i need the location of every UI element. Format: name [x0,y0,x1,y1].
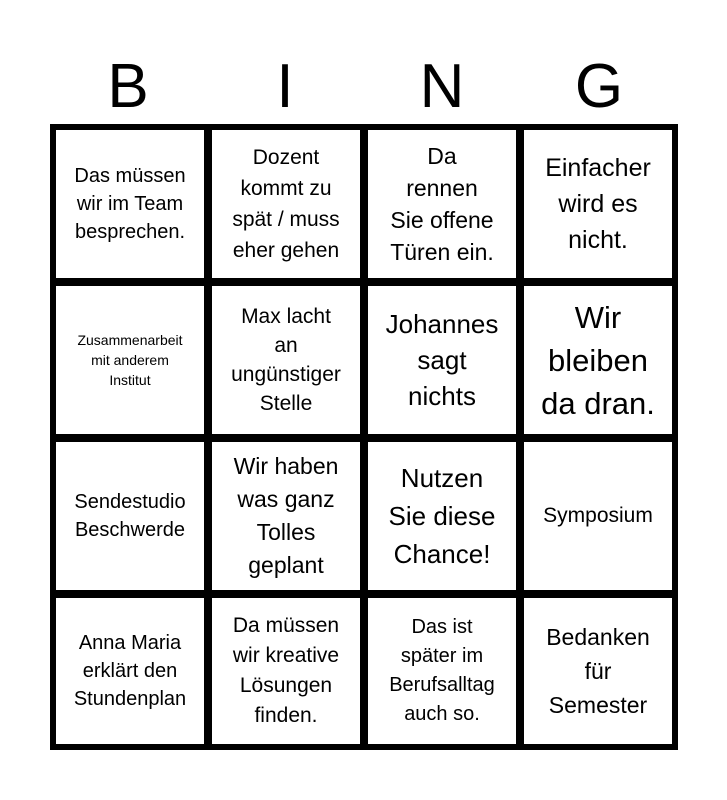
bingo-header [50,52,677,122]
bingo-cell-r3c2[interactable] [212,442,360,590]
bingo-cell-text: Wir bleiben da dran. [541,299,655,421]
bingo-cell-r2c2[interactable] [212,286,360,434]
bingo-cell-r2c1[interactable] [56,286,204,434]
bingo-cell-r1c2[interactable] [212,130,360,278]
bingo-cell-text: Symposium [543,504,653,527]
bingo-cell-text: Da rennen Sie offene Türen ein. [390,143,494,265]
header-letter-g: G [574,52,624,121]
bingo-cell-text: Sendestudio Beschwerde [74,491,186,541]
bingo-cell-text: Anna Maria erklärt den Stundenplan [73,632,187,710]
bingo-cell-r4c3[interactable] [368,598,516,744]
bingo-cell-text: Johannes sagt nichts [385,309,499,411]
bingo-cell-r2c4[interactable] [524,286,672,434]
header-letter-i: I [276,52,294,121]
bingo-cell-text: Max lacht an ungünstiger Stelle [231,305,341,415]
bingo-cell-r1c4[interactable] [524,130,672,278]
bingo-cell-r3c4[interactable] [524,442,672,590]
header-letter-b: B [107,52,149,121]
bingo-cell-r1c3[interactable] [368,130,516,278]
bingo-cell-text: Dozent kommt zu spät / muss eher gehen [232,146,340,262]
bingo-cell-r3c3[interactable] [368,442,516,590]
bingo-cell-r4c2[interactable] [212,598,360,744]
bingo-cell-r1c1[interactable] [56,130,204,278]
bingo-cell-r2c3[interactable] [368,286,516,434]
bingo-cell-text: Zusammenarbeit mit anderem Institut [77,332,183,388]
bingo-cell-r4c1[interactable] [56,598,204,744]
header-letter-n: N [419,52,465,121]
bingo-cell-text: Das müssen wir im Team besprechen. [74,165,186,243]
bingo-cell-r3c1[interactable] [56,442,204,590]
bingo-cell-text: Wir haben was ganz Tolles geplant [233,453,339,578]
bingo-cell-text: Einfacher wird es nicht. [545,154,651,254]
bingo-cell-text: Da müssen wir kreative Lösungen finden. [232,614,340,727]
bingo-board [50,124,678,750]
bingo-cell-text: Bedanken für Semester [546,624,650,718]
bingo-cell-text: Das ist später im Berufsalltag auch so. [389,616,495,725]
bingo-cell-r4c4[interactable] [524,598,672,744]
bingo-cell-text: Nutzen Sie diese Chance! [388,463,496,569]
